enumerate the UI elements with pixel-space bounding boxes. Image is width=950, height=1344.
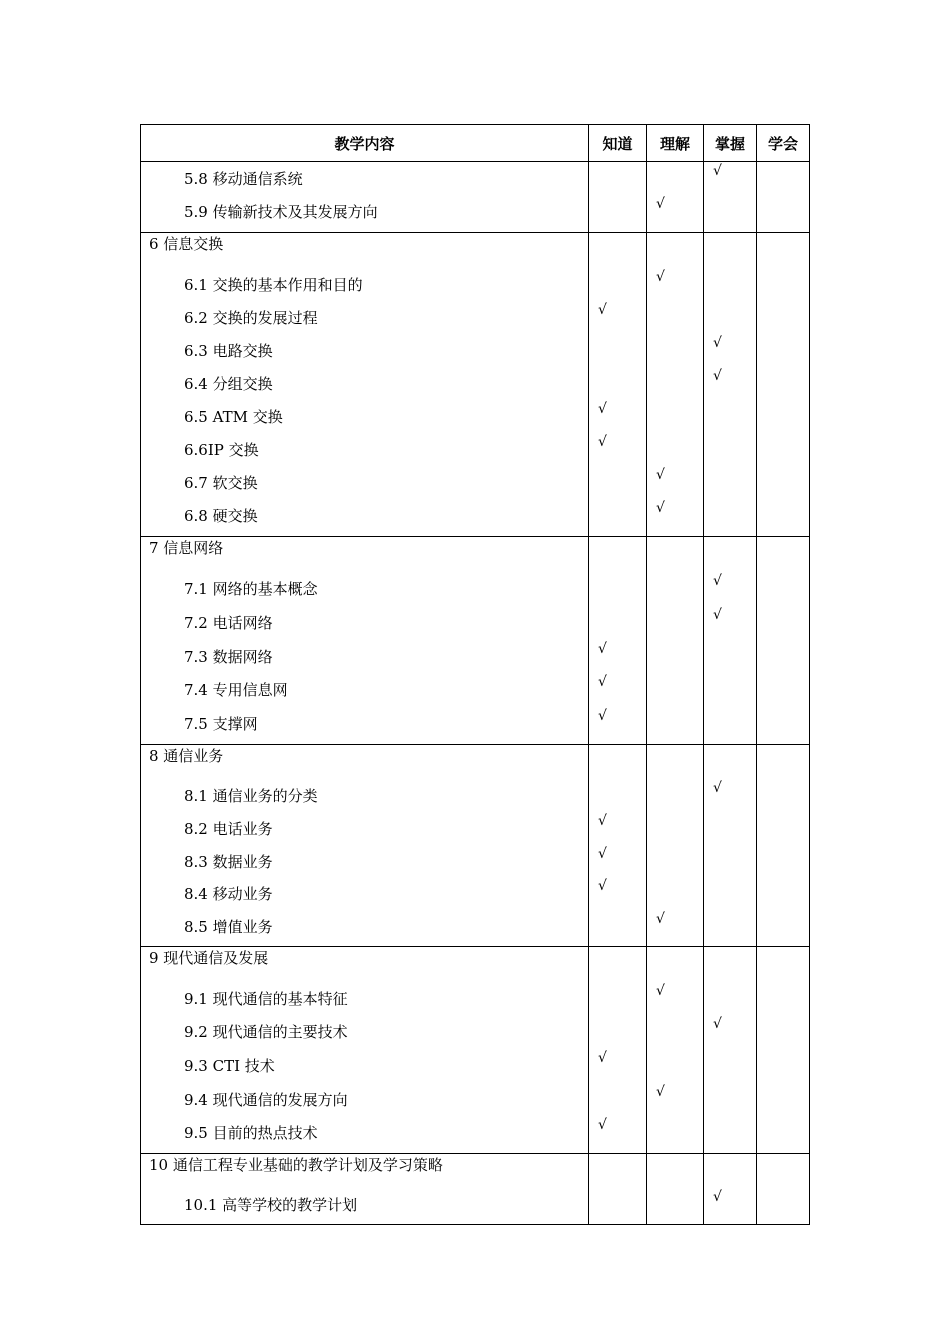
learn-cell <box>756 162 810 232</box>
subtopic-label: 7.3 数据网络 <box>184 648 273 666</box>
curriculum-table <box>140 124 810 1225</box>
subtopic-label: 9.4 现代通信的发展方向 <box>184 1091 348 1109</box>
content-cell <box>140 1154 588 1224</box>
subtopic-label: 6.8 硬交换 <box>184 507 258 525</box>
understand-cell <box>646 1154 703 1224</box>
learn-cell <box>756 947 810 1153</box>
header-know: 知道 <box>588 125 646 161</box>
check-mark-icon: √ <box>598 813 607 829</box>
table-row <box>140 232 810 536</box>
check-mark-icon: √ <box>656 1084 665 1100</box>
master-cell <box>703 947 756 1153</box>
check-mark-icon: √ <box>713 607 722 623</box>
subtopic-label: 9.1 现代通信的基本特征 <box>184 990 348 1008</box>
table-row <box>140 1153 810 1225</box>
content-cell <box>140 947 588 1153</box>
understand-cell <box>646 162 703 232</box>
section-title: 9 现代通信及发展 <box>149 949 269 967</box>
subtopic-label: 6.2 交换的发展过程 <box>184 309 318 327</box>
know-cell <box>588 162 646 232</box>
check-mark-icon: √ <box>598 641 607 657</box>
section-title: 7 信息网络 <box>149 539 224 557</box>
learn-cell <box>756 233 810 536</box>
table-row <box>140 536 810 744</box>
check-mark-icon: √ <box>598 1050 607 1066</box>
subtopic-label: 6.6IP 交换 <box>184 441 259 459</box>
check-mark-icon: √ <box>656 911 665 927</box>
section-title: 6 信息交换 <box>149 235 224 253</box>
subtopic-label: 8.5 增值业务 <box>184 918 273 936</box>
content-cell <box>140 162 588 232</box>
subtopic-label: 9.3 CTI 技术 <box>184 1057 275 1075</box>
check-mark-icon: √ <box>598 878 607 894</box>
subtopic-label: 9.5 目前的热点技术 <box>184 1124 318 1142</box>
subtopic-label: 6.5 ATM 交换 <box>184 408 283 426</box>
section-title: 8 通信业务 <box>149 747 224 765</box>
master-cell <box>703 1154 756 1224</box>
check-mark-icon: √ <box>713 1189 722 1205</box>
subtopic-label: 8.4 移动业务 <box>184 885 273 903</box>
check-mark-icon: √ <box>656 983 665 999</box>
understand-cell <box>646 745 703 946</box>
know-cell <box>588 947 646 1153</box>
subtopic-label: 6.1 交换的基本作用和目的 <box>184 276 363 294</box>
table-row <box>140 161 810 232</box>
know-cell <box>588 745 646 946</box>
subtopic-label: 6.3 电路交换 <box>184 342 273 360</box>
table-header-row <box>140 124 810 161</box>
learn-cell <box>756 537 810 744</box>
check-mark-icon: √ <box>656 467 665 483</box>
know-cell <box>588 1154 646 1224</box>
subtopic-label: 6.7 软交换 <box>184 474 258 492</box>
check-mark-icon: √ <box>713 573 722 589</box>
check-mark-icon: √ <box>656 500 665 516</box>
know-cell <box>588 537 646 744</box>
learn-cell <box>756 745 810 946</box>
check-mark-icon: √ <box>713 335 722 351</box>
table-row <box>140 946 810 1153</box>
content-cell <box>140 233 588 536</box>
subtopic-label: 7.4 专用信息网 <box>184 681 288 699</box>
check-mark-icon: √ <box>713 780 722 796</box>
header-understand: 理解 <box>646 125 703 161</box>
subtopic-label: 5.9 传输新技术及其发展方向 <box>184 203 378 221</box>
subtopic-label: 6.4 分组交换 <box>184 375 273 393</box>
header-learn: 学会 <box>756 125 810 161</box>
check-mark-icon: √ <box>598 846 607 862</box>
header-teaching-content: 教学内容 <box>140 125 588 161</box>
understand-cell <box>646 947 703 1153</box>
check-mark-icon: √ <box>713 368 722 384</box>
master-cell <box>703 233 756 536</box>
master-cell <box>703 162 756 232</box>
check-mark-icon: √ <box>598 1117 607 1133</box>
subtopic-label: 9.2 现代通信的主要技术 <box>184 1023 348 1041</box>
subtopic-label: 7.5 支撑网 <box>184 715 258 733</box>
subtopic-label: 10.1 高等学校的教学计划 <box>184 1196 358 1214</box>
understand-cell <box>646 233 703 536</box>
check-mark-icon: √ <box>598 708 607 724</box>
check-mark-icon: √ <box>598 674 607 690</box>
subtopic-label: 7.2 电话网络 <box>184 614 273 632</box>
check-mark-icon: √ <box>713 1016 722 1032</box>
check-mark-icon: √ <box>656 269 665 285</box>
understand-cell <box>646 537 703 744</box>
learn-cell <box>756 1154 810 1224</box>
content-cell <box>140 745 588 946</box>
subtopic-label: 7.1 网络的基本概念 <box>184 580 318 598</box>
check-mark-icon: √ <box>598 401 607 417</box>
master-cell <box>703 537 756 744</box>
subtopic-label: 8.3 数据业务 <box>184 853 273 871</box>
section-title: 10 通信工程专业基础的教学计划及学习策略 <box>149 1156 443 1174</box>
subtopic-label: 8.2 电话业务 <box>184 820 273 838</box>
check-mark-icon: √ <box>713 163 722 179</box>
header-master: 掌握 <box>703 125 756 161</box>
check-mark-icon: √ <box>598 434 607 450</box>
subtopic-label: 8.1 通信业务的分类 <box>184 787 318 805</box>
subtopic-label: 5.8 移动通信系统 <box>184 170 303 188</box>
check-mark-icon: √ <box>656 196 665 212</box>
know-cell <box>588 233 646 536</box>
master-cell <box>703 745 756 946</box>
check-mark-icon: √ <box>598 302 607 318</box>
table-row <box>140 744 810 946</box>
content-cell <box>140 537 588 744</box>
